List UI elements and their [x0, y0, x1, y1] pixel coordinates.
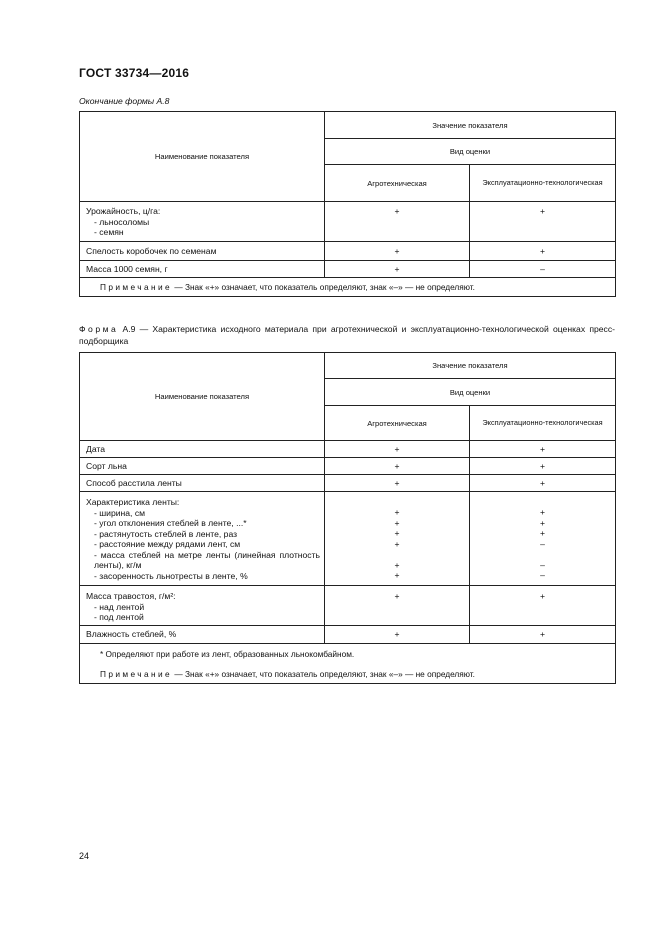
- row-sub: - семян: [94, 227, 124, 237]
- cell-expl: +: [470, 441, 616, 458]
- row-sub: - угол отклонения стеблей в ленте, ...*: [94, 518, 247, 528]
- note-text: — Знак «+» означает, что показатель определяют, знак «–» — не определяют.: [174, 282, 475, 292]
- table2-col-value-header: Значение показателя: [325, 353, 616, 379]
- cell-expl: +: [470, 475, 616, 492]
- table-row: [80, 586, 616, 626]
- cell-expl: –: [540, 570, 545, 580]
- cell-agro: +: [325, 242, 470, 261]
- row-sub: - ширина, см: [94, 507, 146, 518]
- row-sub: - расстояние между рядами лент, см: [94, 539, 241, 549]
- table2-col-name-header: Наименование показателя: [80, 353, 325, 441]
- row-name: Дата: [80, 441, 325, 458]
- table1: [79, 111, 616, 297]
- row-name: Урожайность, ц/га:: [86, 206, 161, 216]
- cell-agro: +: [394, 528, 400, 538]
- cell-agro: +: [325, 441, 470, 458]
- caption-text: А.9 — Характеристика исходного материала при агротехнической и эксплуатационно-технологической оценках пресс-подборщика: [79, 324, 615, 346]
- document-title: ГОСТ 33734—2016: [79, 66, 190, 80]
- row-name: Масса травостоя, г/м²:: [86, 591, 176, 601]
- row-name: Способ расстила ленты: [80, 475, 325, 492]
- table-row: [80, 458, 616, 475]
- row-name: Сорт льна: [80, 458, 325, 475]
- cell-expl: +: [539, 528, 546, 538]
- row-sub: - растянутость стеблей в ленте, раз: [94, 528, 238, 539]
- caption-label: Форма: [79, 324, 119, 334]
- table-row: [80, 441, 616, 458]
- table2-note: [100, 668, 615, 680]
- cell-agro: +: [394, 507, 400, 517]
- cell-expl: +: [470, 242, 616, 261]
- row-name: Спелость коробочек по семенам: [80, 242, 325, 261]
- table2-notes: [80, 644, 616, 684]
- cell-agro: +: [325, 586, 470, 626]
- cell-agro: +: [325, 202, 470, 242]
- row-sub: - льносоломы: [94, 216, 150, 227]
- note-text: — Знак «+» означает, что показатель определяют, знак «–» — не определяют.: [174, 669, 475, 679]
- table1-col-kind-header: Вид оценки: [325, 139, 616, 165]
- table-row: [80, 242, 616, 261]
- note-label: Примечание: [100, 282, 173, 292]
- row-name: Масса 1000 семян, г: [80, 261, 325, 278]
- cell-agro: +: [325, 458, 470, 475]
- table-row: [80, 202, 616, 242]
- page-number: 24: [79, 851, 90, 861]
- cell-expl: +: [470, 626, 616, 644]
- table2-col-kind-header: Вид оценки: [325, 379, 616, 406]
- cell-expl: –: [540, 538, 545, 549]
- table1-note: [80, 278, 616, 297]
- table-row: [80, 475, 616, 492]
- table1-col-value-header: Значение показателя: [325, 112, 616, 139]
- table1-col-expl-header: Эксплуатационно-технологическая: [470, 165, 616, 202]
- table2-col-expl-header: Эксплуатационно-технологическая: [470, 406, 616, 441]
- cell-expl: +: [470, 458, 616, 475]
- table1-col-agro-header: Агротехническая: [325, 165, 470, 202]
- row-name: Характеристика ленты:: [86, 497, 180, 507]
- footnote: * Определяют при работе из лент, образованных льнокомбайном.: [100, 649, 355, 659]
- note-label: Примечание: [100, 669, 173, 679]
- table-row: [80, 261, 616, 278]
- table2-col-agro-header: Агротехническая: [325, 406, 470, 441]
- cell-agro: +: [325, 261, 470, 278]
- cell-agro: +: [394, 570, 400, 580]
- cell-agro: +: [325, 626, 470, 644]
- row-sub: - над лентой: [94, 601, 145, 612]
- table1-col-name-header: Наименование показателя: [80, 112, 325, 202]
- table-row: [80, 492, 616, 586]
- cell-expl: +: [539, 507, 546, 517]
- table1-caption: Окончание формы А.8: [79, 96, 170, 106]
- cell-agro: +: [394, 559, 400, 570]
- table-row: [80, 626, 616, 644]
- cell-expl: +: [470, 586, 616, 626]
- cell-expl: +: [470, 202, 616, 242]
- row-name: Влажность стеблей, %: [80, 626, 325, 644]
- cell-expl: –: [470, 261, 616, 278]
- row-sub: - засоренность льнотресты в ленте, %: [94, 570, 248, 581]
- cell-agro: +: [394, 538, 400, 549]
- table2-caption: [79, 323, 615, 347]
- table2: [79, 352, 616, 684]
- row-sub: - масса стеблей на метре ленты (линейная плотность ленты), кг/м: [94, 549, 320, 570]
- cell-agro: +: [394, 517, 400, 528]
- cell-expl: +: [539, 517, 546, 528]
- cell-expl: –: [540, 559, 545, 570]
- row-sub: - под лентой: [94, 612, 144, 622]
- cell-agro: +: [325, 475, 470, 492]
